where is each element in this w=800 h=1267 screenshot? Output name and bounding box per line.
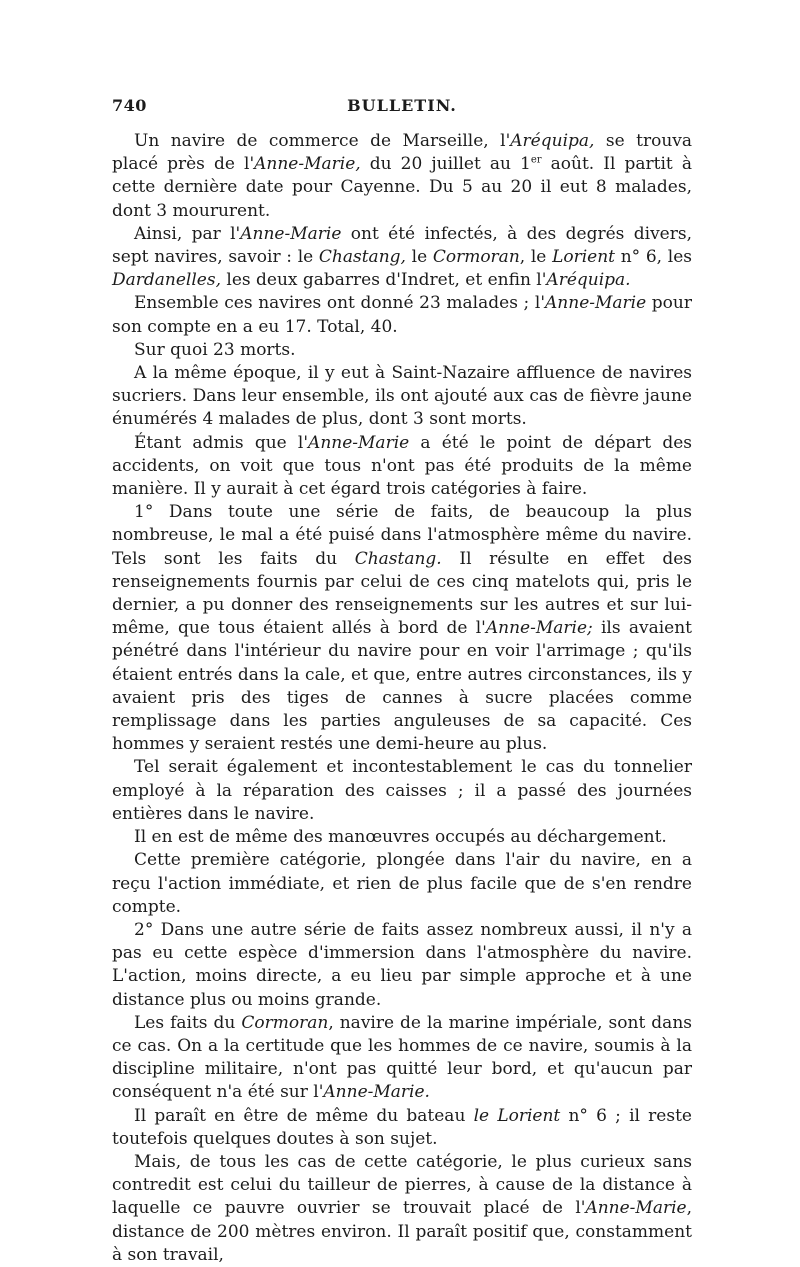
italic-text: Cormoran	[241, 1012, 329, 1033]
paragraph	[112, 1151, 692, 1267]
superscript-text: er	[530, 154, 542, 166]
text-run: août. Il partit à cette dernière date pour Cayenne. Du 5 au 20 il eut 8 malades, dont 3 moururent.	[112, 154, 692, 221]
italic-text: Anne-Marie	[308, 432, 410, 453]
text-run: Les faits du	[134, 1012, 242, 1033]
body-text	[112, 130, 692, 1267]
italic-text: Anne-Marie	[240, 223, 342, 244]
paragraph	[112, 1012, 692, 1105]
paragraph	[112, 1105, 692, 1151]
text-run: les deux gabarres d'Indret, et enfin l'	[220, 270, 547, 291]
italic-text: Cormoran	[432, 247, 520, 268]
text-run: ont été infectés, à des degrés divers, sept navires, savoir : le	[112, 223, 692, 268]
italic-text: Aréquipa.	[546, 270, 631, 291]
text-run: Il paraît en être de même du bateau	[134, 1105, 474, 1126]
paragraph	[112, 223, 692, 293]
paragraph	[112, 756, 692, 826]
italic-text: Aréquipa,	[510, 131, 595, 151]
text-run: , le	[519, 247, 553, 268]
text-run: n° 6, les	[615, 247, 692, 268]
text-run: se trouva placé près de l'	[112, 131, 693, 175]
italic-text: Anne-Marie	[585, 1198, 687, 1219]
italic-text: Anne-Marie.	[323, 1082, 430, 1103]
paragraph	[112, 501, 692, 756]
running-title: BULLETIN.	[347, 96, 457, 115]
text-run: Sur quoi 23 morts.	[134, 339, 296, 360]
text-run: , distance de 200 mètres environ. Il paraît positif que, constamment à son travail,	[112, 1198, 692, 1265]
text-run: Cette première catégorie, plongée dans l'air du navire, en a reçu l'action immédiate, et rien de plus facile que de s'en rendre compte.	[112, 850, 692, 917]
text-run: A la même époque, il y eut à Saint-Nazaire affluence de navires sucriers. Dans leur ensemble, ils ont ajouté aux cas de fièvre jaune énumérés 4 malades de plus, dont 3 sont morts.	[112, 363, 692, 430]
text-run: 1° Dans toute une série de faits, de beaucoup la plus nombreuse, le mal a été puisé dans l'atmosphère même du navire. Tels sont les faits du	[112, 502, 692, 569]
paragraph	[112, 339, 692, 362]
page-header	[112, 96, 692, 130]
paragraph	[112, 432, 692, 502]
paragraph	[112, 919, 692, 1012]
text-run: ils avaient pénétré dans l'intérieur du navire pour en voir l'arrimage ; qu'ils étaient entrés dans la cale, et que, entre autres circonstances, ils y avaient pris des tiges de cannes à sucre placées comme remplissage dans les parties anguleuses de sa capacité. Ces hommes y seraient restés une demi-heure au plus.	[112, 618, 692, 755]
italic-text: le Lorient	[473, 1105, 561, 1126]
italic-text: Anne-Marie	[545, 293, 647, 314]
italic-text: Anne-Marie;	[485, 618, 593, 639]
text-run: Étant admis que l'	[134, 432, 309, 453]
text-run: 2° Dans une autre série de faits assez nombreux aussi, il n'y a pas eu cette espèce d'immersion dans l'atmosphère du navire. L'action, moins directe, a eu lieu par simple approche et à une distance plus ou moins grande.	[112, 919, 692, 1010]
text-run: Un navire de commerce de Marseille, l'	[134, 131, 511, 151]
paragraph	[112, 362, 692, 432]
italic-text: Chastang.	[354, 548, 442, 569]
text-run: Il résulte en effet des renseignements fournis par celui de ces cinq matelots qui, pris le dernier, a pu donner des renseignements sur les autres et sur lui-même, que tous étaient allés à bord de l'	[112, 548, 692, 639]
text-run: Ensemble ces navires ont donné 23 malades ; l'	[134, 293, 546, 314]
text-run: le	[405, 247, 433, 268]
page-number: 740	[112, 96, 147, 115]
paragraph	[112, 292, 692, 338]
italic-text: Dardanelles,	[112, 270, 221, 291]
text-run: a été le point de départ des accidents, on voit que tous n'ont pas été produits de la même manière. Il y aurait à cet égard trois catégories à faire.	[112, 432, 693, 500]
paragraph	[112, 826, 692, 849]
text-run: du 20 juillet au 1	[360, 154, 531, 175]
italic-text: Anne-Marie,	[254, 154, 361, 175]
paragraph	[112, 130, 692, 223]
text-run: Ainsi, par l'	[134, 223, 241, 244]
text-run: Mais, de tous les cas de cette catégorie, le plus curieux sans contredit est celui du tailleur de pierres, à cause de la distance à laquelle ce pauvre ouvrier se trouvait placé de l'	[112, 1151, 692, 1219]
italic-text: Chastang,	[318, 247, 406, 268]
text-run: , navire de la marine impériale, sont dans ce cas. On a la certitude que les hommes de ce navire, soumis à la discipline militaire, n'ont pas quitté leur bord, et qu'aucun par conséquent n'a été sur l'	[112, 1012, 692, 1103]
paragraph	[112, 849, 692, 919]
text-run: pour son compte en a eu 17. Total, 40.	[112, 293, 692, 337]
italic-text: Lorient	[552, 247, 615, 268]
text-run: Il en est de même des manœuvres occupés au déchargement.	[134, 827, 667, 848]
text-run: n° 6 ; il reste toutefois quelques doutes à son sujet.	[112, 1105, 692, 1149]
text-run: Tel serait également et incontestablement le cas du tonnelier employé à la réparation des caisses ; il a passé des journées entières dans le navire.	[112, 757, 692, 824]
